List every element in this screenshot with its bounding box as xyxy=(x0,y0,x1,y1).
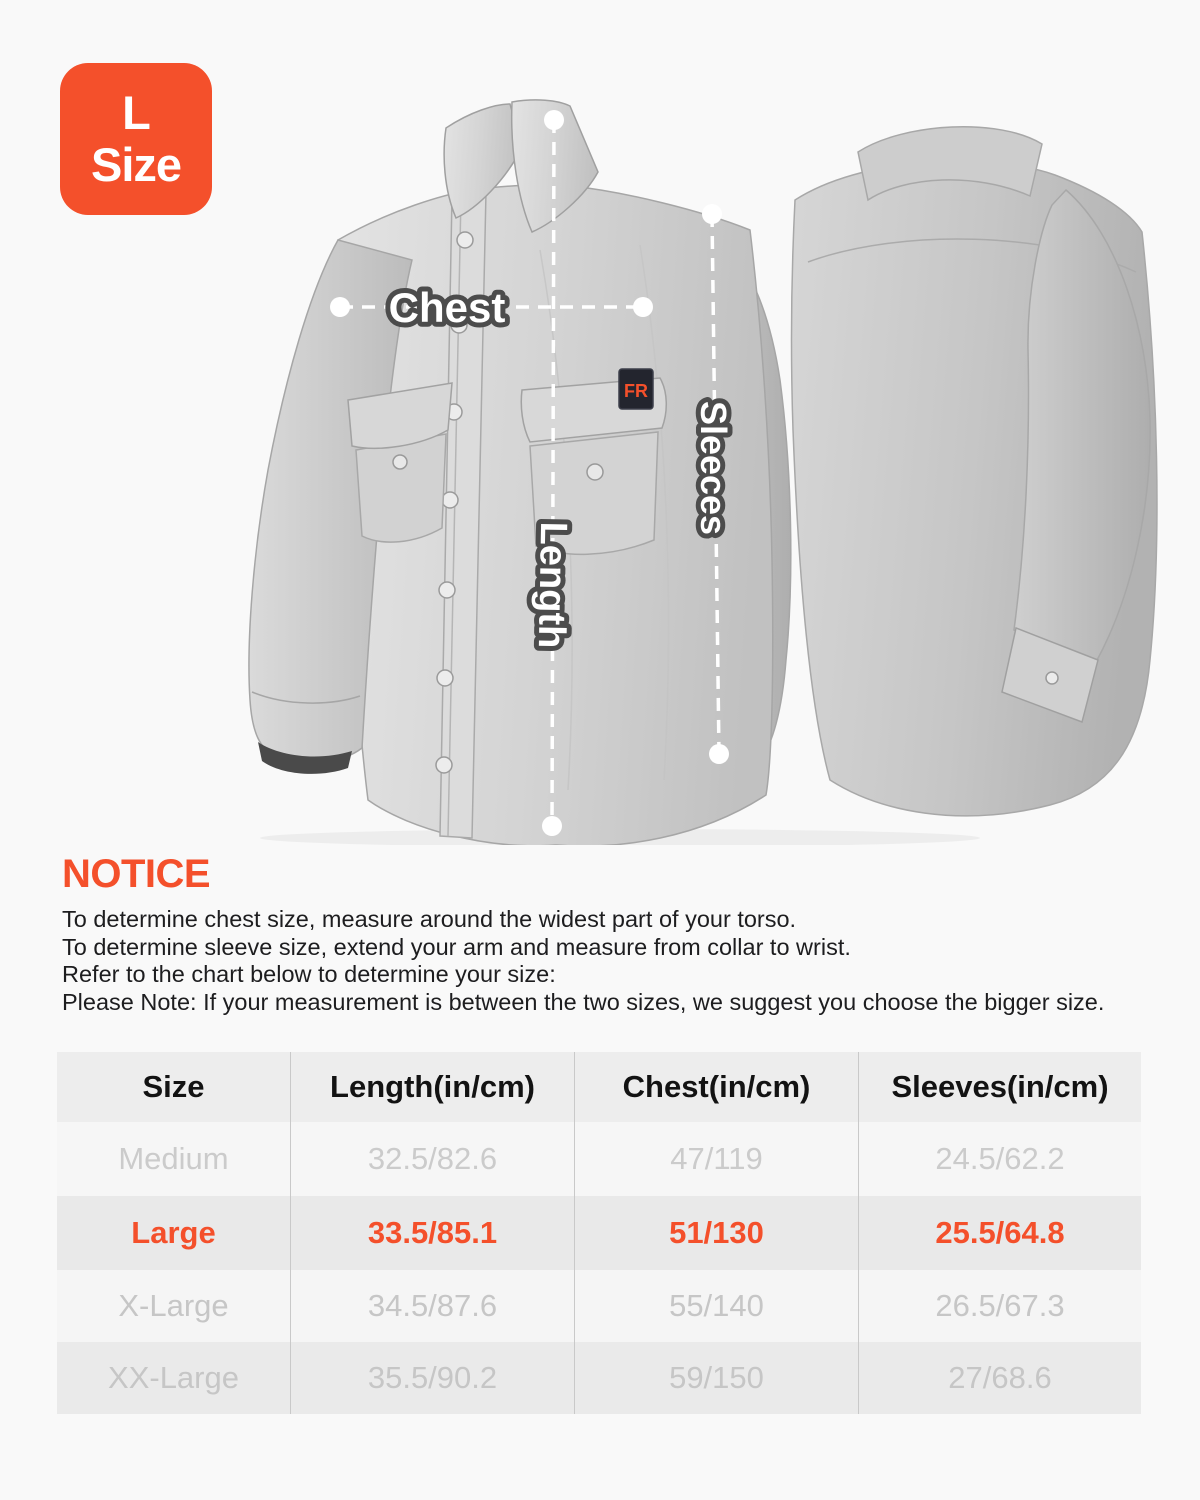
left-pocket-body xyxy=(356,434,446,542)
table-row-medium xyxy=(57,1122,1141,1196)
chest-label: Chest xyxy=(388,284,506,331)
chest-dot-left xyxy=(330,297,350,317)
size-badge-word: Size xyxy=(90,138,182,191)
notice-line-sleeve: To determine sleeve size, extend your arm and measure from collar to wrist. xyxy=(62,933,851,960)
column-header-chest: Chest(in/cm) xyxy=(574,1052,858,1122)
cell-size: X-Large xyxy=(118,1288,229,1324)
table-row-large-highlighted xyxy=(57,1196,1141,1270)
chest-dot-right xyxy=(633,297,653,317)
cell-chest: 55/140 xyxy=(574,1270,858,1342)
fr-logo-patch xyxy=(619,369,653,409)
sleeves-dot-bottom xyxy=(709,744,729,764)
left-pocket-button xyxy=(393,455,407,469)
cell-length: 32.5/82.6 xyxy=(290,1122,574,1196)
length-dot-bottom xyxy=(542,816,562,836)
table-row-xxlarge xyxy=(57,1342,1141,1414)
size-table xyxy=(57,1052,1141,1414)
cell-sleeves: 27/68.6 xyxy=(858,1342,1141,1414)
column-header-length: Length(in/cm) xyxy=(290,1052,574,1122)
notice-title: NOTICE xyxy=(62,852,211,896)
table-row-xlarge xyxy=(57,1270,1141,1342)
length-label: Length xyxy=(529,521,575,649)
cell-size: Medium xyxy=(118,1141,229,1177)
shirt-back-view xyxy=(792,127,1157,816)
cell-length: 35.5/90.2 xyxy=(290,1342,574,1414)
notice-line-chest: To determine chest size, measure around the widest part of your torso. xyxy=(62,906,797,932)
column-header-size: Size xyxy=(142,1069,205,1105)
sleeves-label: Sleeces xyxy=(693,400,734,536)
notice-line-note: Please Note: If your measurement is between the two sizes, we suggest you choose the bigger size. xyxy=(62,988,1105,1015)
right-pocket-button xyxy=(587,464,603,480)
cell-length: 34.5/87.6 xyxy=(290,1270,574,1342)
size-badge-letter: L xyxy=(122,86,150,139)
sleeves-dot-top xyxy=(702,204,722,224)
length-dot-top xyxy=(544,110,564,130)
notice-line-chart: Refer to the chart below to determine your size: xyxy=(62,961,556,988)
back-cuff-button xyxy=(1046,672,1058,684)
notice-section xyxy=(0,845,1200,1016)
column-header-sleeves: Sleeves(in/cm) xyxy=(858,1052,1141,1122)
table-header-row xyxy=(57,1052,1141,1122)
cell-chest: 59/150 xyxy=(574,1342,858,1414)
cell-size: Large xyxy=(131,1215,216,1251)
cell-size: XX-Large xyxy=(108,1360,239,1396)
cell-sleeves: 24.5/62.2 xyxy=(858,1122,1141,1196)
cell-sleeves: 26.5/67.3 xyxy=(858,1270,1141,1342)
cell-sleeves: 25.5/64.8 xyxy=(858,1196,1141,1270)
fr-patch-text: FR xyxy=(624,381,648,401)
cell-length: 33.5/85.1 xyxy=(290,1196,574,1270)
cell-chest: 47/119 xyxy=(574,1122,858,1196)
size-badge xyxy=(60,63,212,215)
cell-chest: 51/130 xyxy=(574,1196,858,1270)
